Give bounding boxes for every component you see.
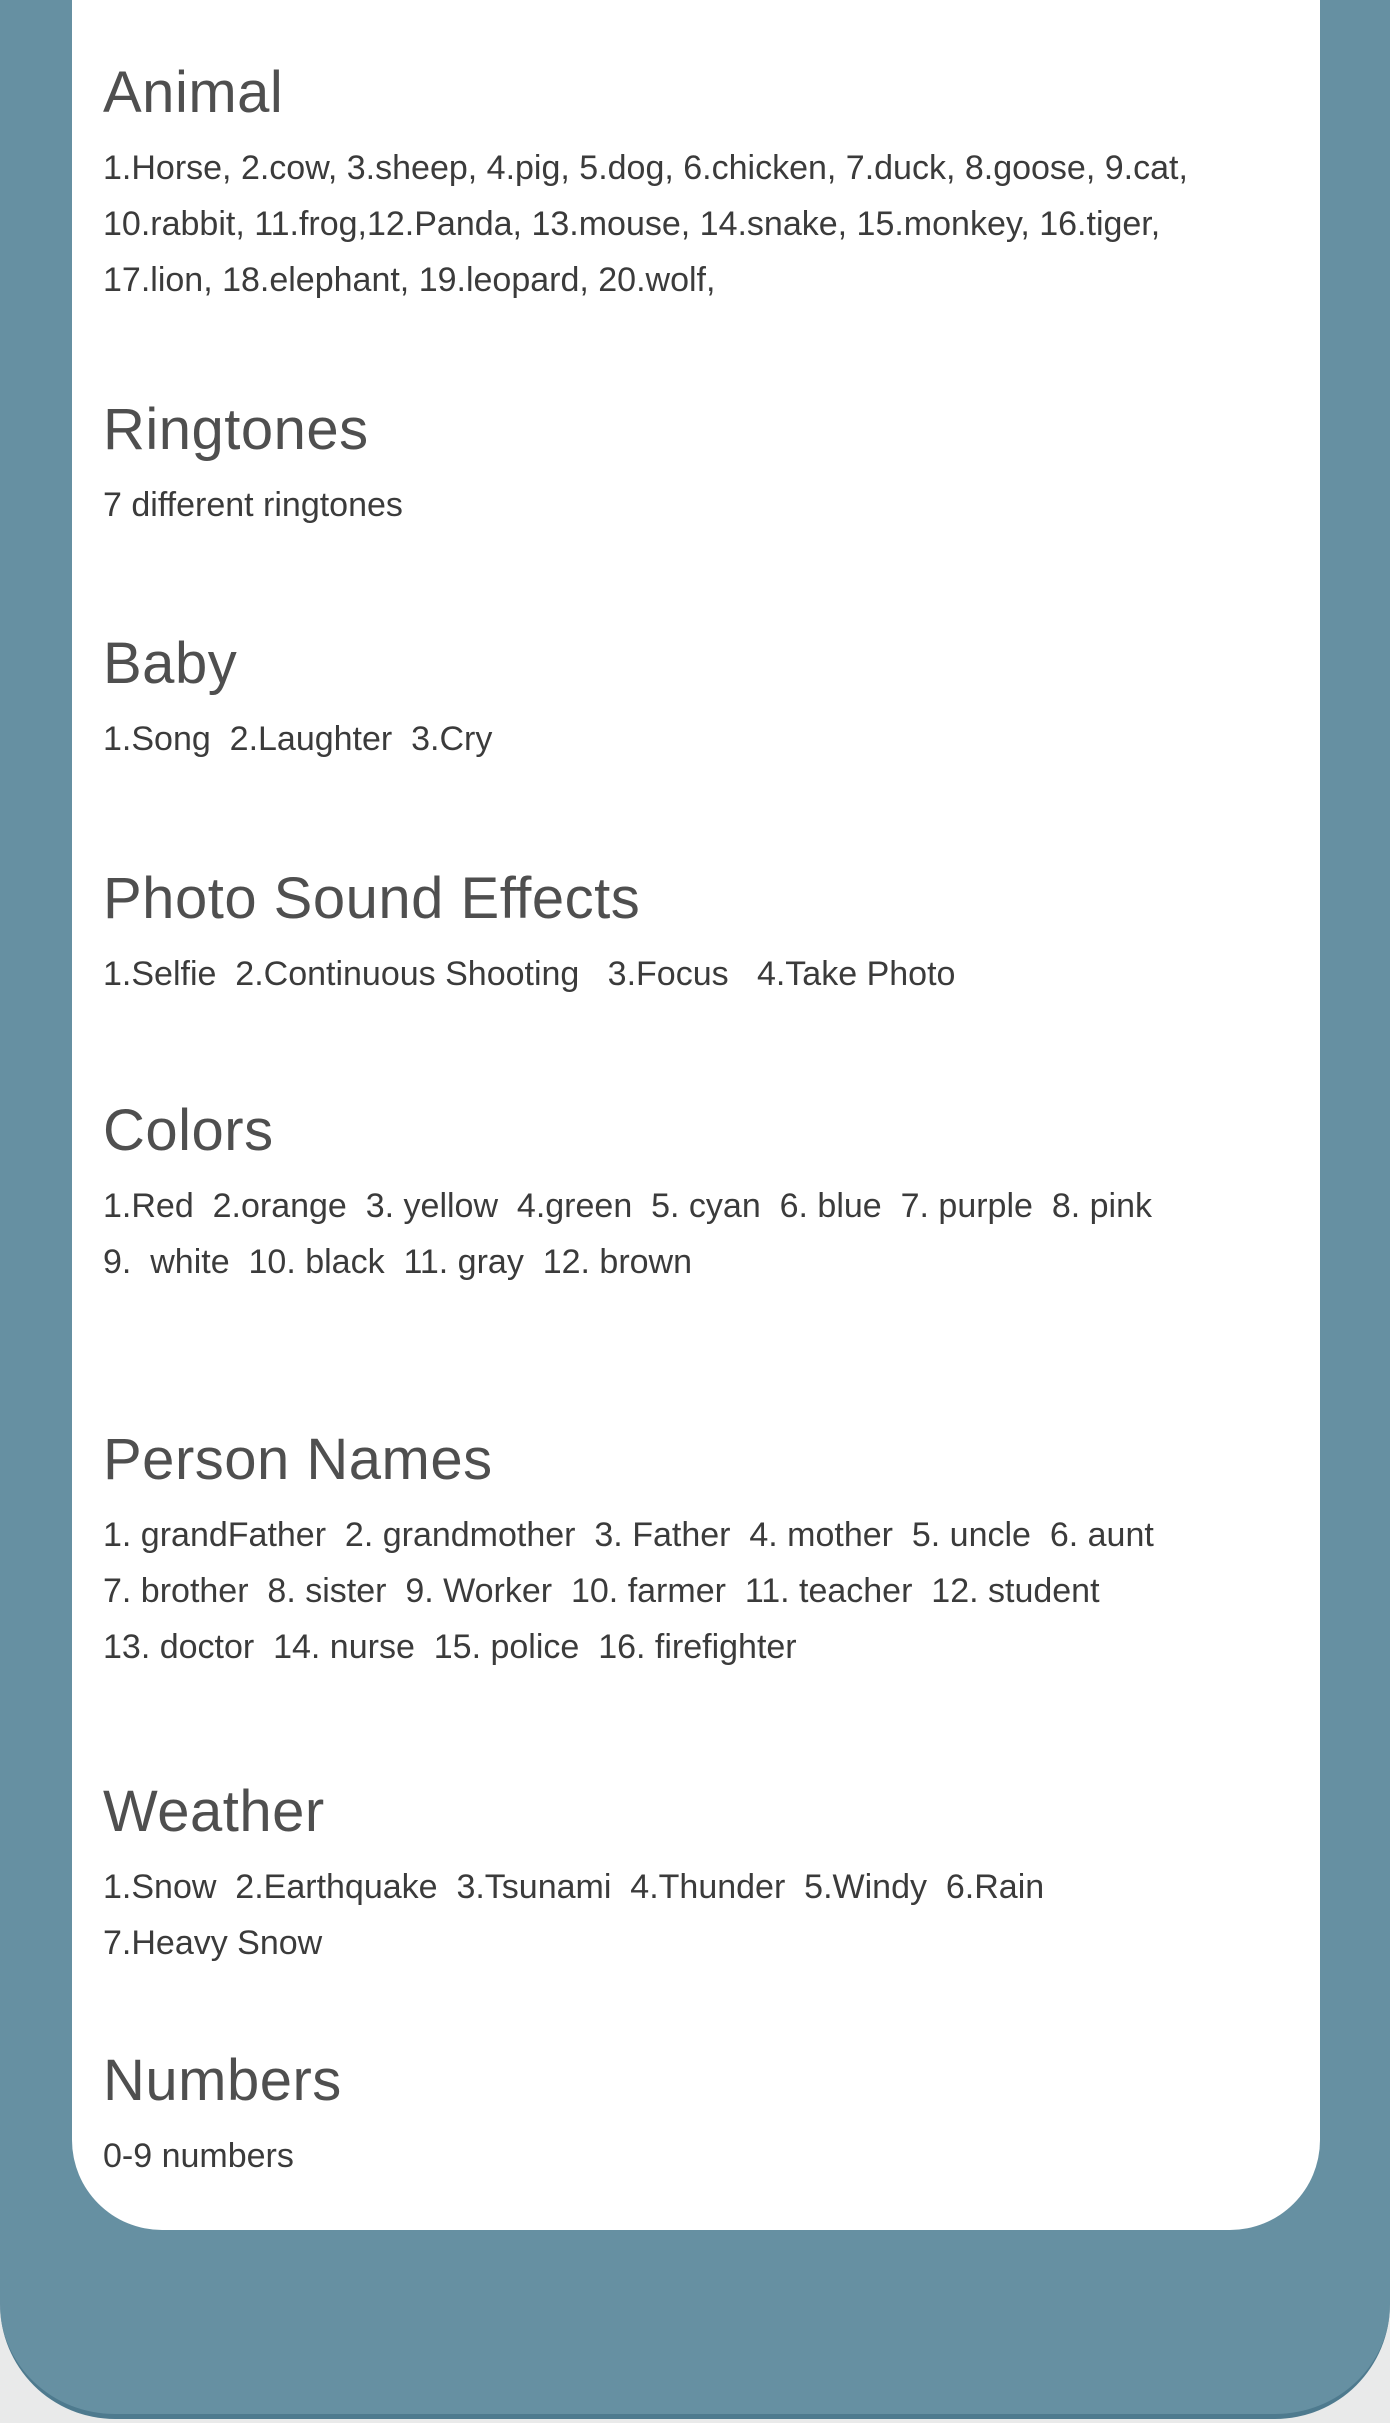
section-body-baby bbox=[103, 711, 1292, 767]
section-title-weather: Weather bbox=[103, 1779, 325, 1844]
weather-line-1: 1.Snow 2.Earthquake 3.Tsunami 4.Thunder 5.Windy 6.Rain bbox=[103, 1868, 1045, 1906]
weather-line-2: 7.Heavy Snow bbox=[103, 1924, 323, 1962]
ringtones-line-1: 7 different ringtones bbox=[103, 486, 403, 524]
section-colors bbox=[103, 1096, 1292, 1290]
section-body-animal bbox=[103, 140, 1292, 308]
person-names-line-1: 1. grandFather 2. grandmother 3. Father 4. mother 5. uncle 6. aunt bbox=[103, 1516, 1154, 1554]
section-body-numbers bbox=[103, 2128, 1292, 2184]
colors-line-1: 1.Red 2.orange 3. yellow 4.green 5. cyan 6. blue 7. purple 8. pink bbox=[103, 1187, 1152, 1225]
person-names-line-3: 13. doctor 14. nurse 15. police 16. firefighter bbox=[103, 1628, 797, 1666]
section-animal bbox=[103, 58, 1292, 308]
section-baby bbox=[103, 629, 1292, 767]
animal-line-2: 10.rabbit, 11.frog,12.Panda, 13.mouse, 14.snake, 15.monkey, 16.tiger, bbox=[103, 205, 1161, 243]
colors-line-2: 9. white 10. black 11. gray 12. brown bbox=[103, 1243, 693, 1281]
section-person-names bbox=[103, 1425, 1292, 1675]
section-title-person-names: Person Names bbox=[103, 1427, 493, 1492]
person-names-line-2: 7. brother 8. sister 9. Worker 10. farmer 11. teacher 12. student bbox=[103, 1572, 1100, 1610]
section-title-colors: Colors bbox=[103, 1098, 274, 1163]
section-title-animal: Animal bbox=[103, 60, 284, 125]
section-weather bbox=[103, 1777, 1292, 1971]
animal-line-1: 1.Horse, 2.cow, 3.sheep, 4.pig, 5.dog, 6.chicken, 7.duck, 8.goose, 9.cat, bbox=[103, 149, 1188, 187]
section-numbers bbox=[103, 2046, 1292, 2184]
section-title-ringtones: Ringtones bbox=[103, 397, 369, 462]
section-body-photo-sound-effects bbox=[103, 946, 1292, 1002]
section-body-colors bbox=[103, 1178, 1292, 1290]
section-body-ringtones bbox=[103, 477, 1292, 533]
animal-line-3: 17.lion, 18.elephant, 19.leopard, 20.wolf, bbox=[103, 261, 716, 299]
section-title-numbers: Numbers bbox=[103, 2048, 342, 2113]
content-card bbox=[72, 0, 1320, 2230]
section-body-weather bbox=[103, 1859, 1292, 1971]
section-photo-sound-effects bbox=[103, 864, 1292, 1002]
section-title-baby: Baby bbox=[103, 631, 238, 696]
section-title-photo-sound-effects: Photo Sound Effects bbox=[103, 866, 641, 931]
section-body-person-names bbox=[103, 1507, 1292, 1675]
numbers-line-1: 0-9 numbers bbox=[103, 2137, 294, 2175]
section-ringtones bbox=[103, 395, 1292, 533]
photo-sound-effects-line-1: 1.Selfie 2.Continuous Shooting 3.Focus 4.Take Photo bbox=[103, 955, 956, 993]
baby-line-1: 1.Song 2.Laughter 3.Cry bbox=[103, 720, 493, 758]
